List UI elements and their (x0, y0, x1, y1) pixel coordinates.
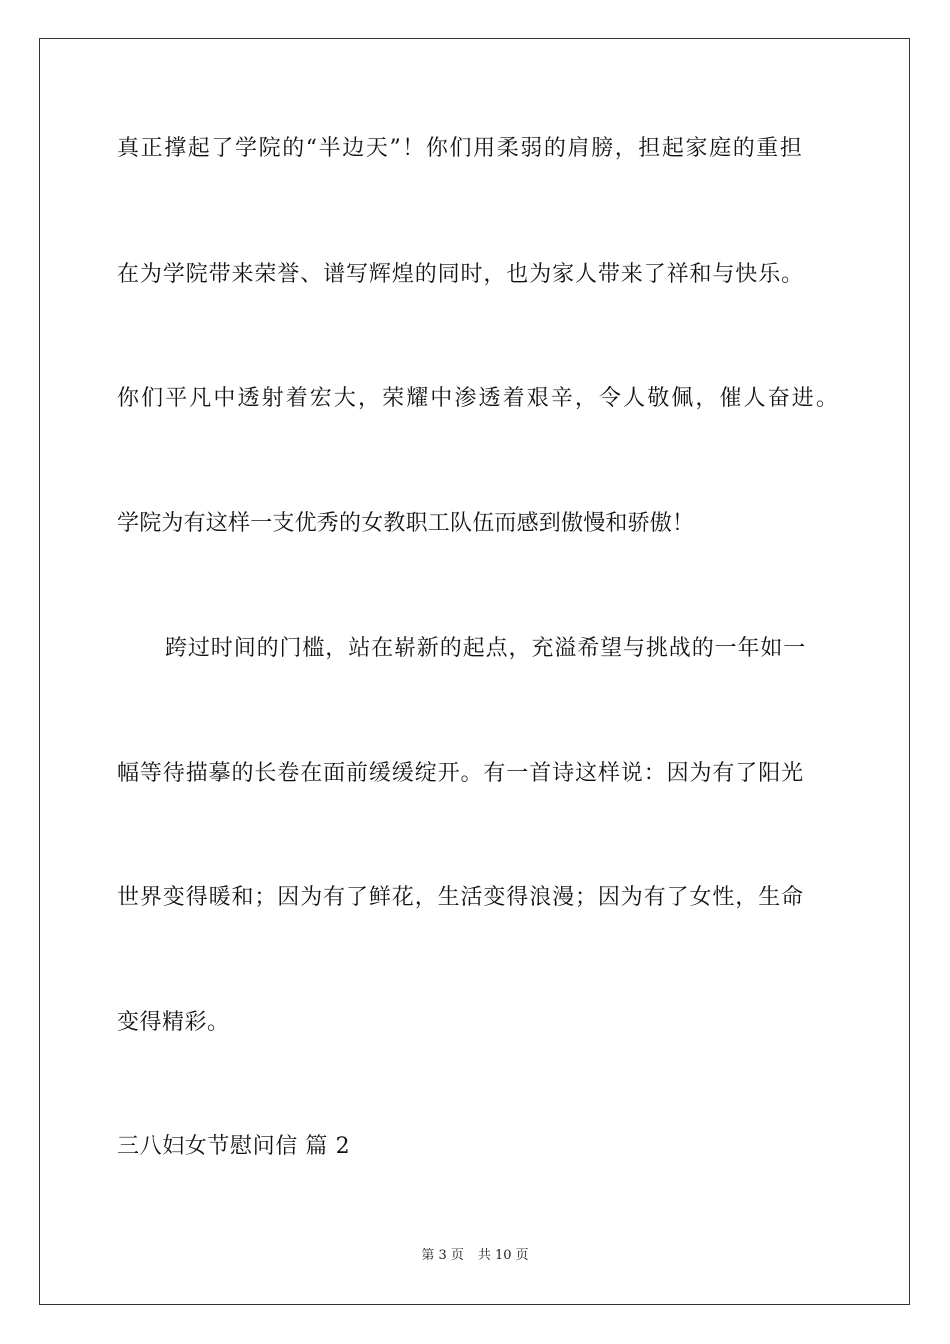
text-line: 你们平凡中透射着宏大，荣耀中渗透着艰辛，令人敬佩，催人奋进。 (117, 386, 841, 411)
page-footer (0, 1248, 950, 1264)
text-line-indented: 跨过时间的门槛，站在崭新的起点，充溢希望与挑战的一年如一 (165, 636, 807, 661)
page-frame (39, 38, 910, 1305)
text-line: 世界变得暖和；因为有了鲜花，生活变得浪漫；因为有了女性，生命 (117, 885, 805, 910)
text-line: 真正撑起了学院的“半边天”！你们用柔弱的肩膀，担起家庭的重担 (117, 136, 804, 161)
page-total: 共 10 页 (477, 1248, 529, 1263)
text-line: 幅等待描摹的长卷在面前缓缓绽开。有一首诗这样说：因为有了阳光 (117, 761, 805, 786)
page-number: 第 3 页 (421, 1248, 464, 1263)
text-line: 变得精彩。 (117, 1010, 230, 1035)
text-line: 学院为有这样一支优秀的女教职工队伍而感到傲慢和骄傲！ (117, 511, 695, 536)
text-line: 在为学院带来荣誉、谱写辉煌的同时，也为家人带来了祥和与快乐。 (117, 262, 805, 287)
section-heading: 三八妇女节慰问信 篇 2 (117, 1134, 351, 1159)
